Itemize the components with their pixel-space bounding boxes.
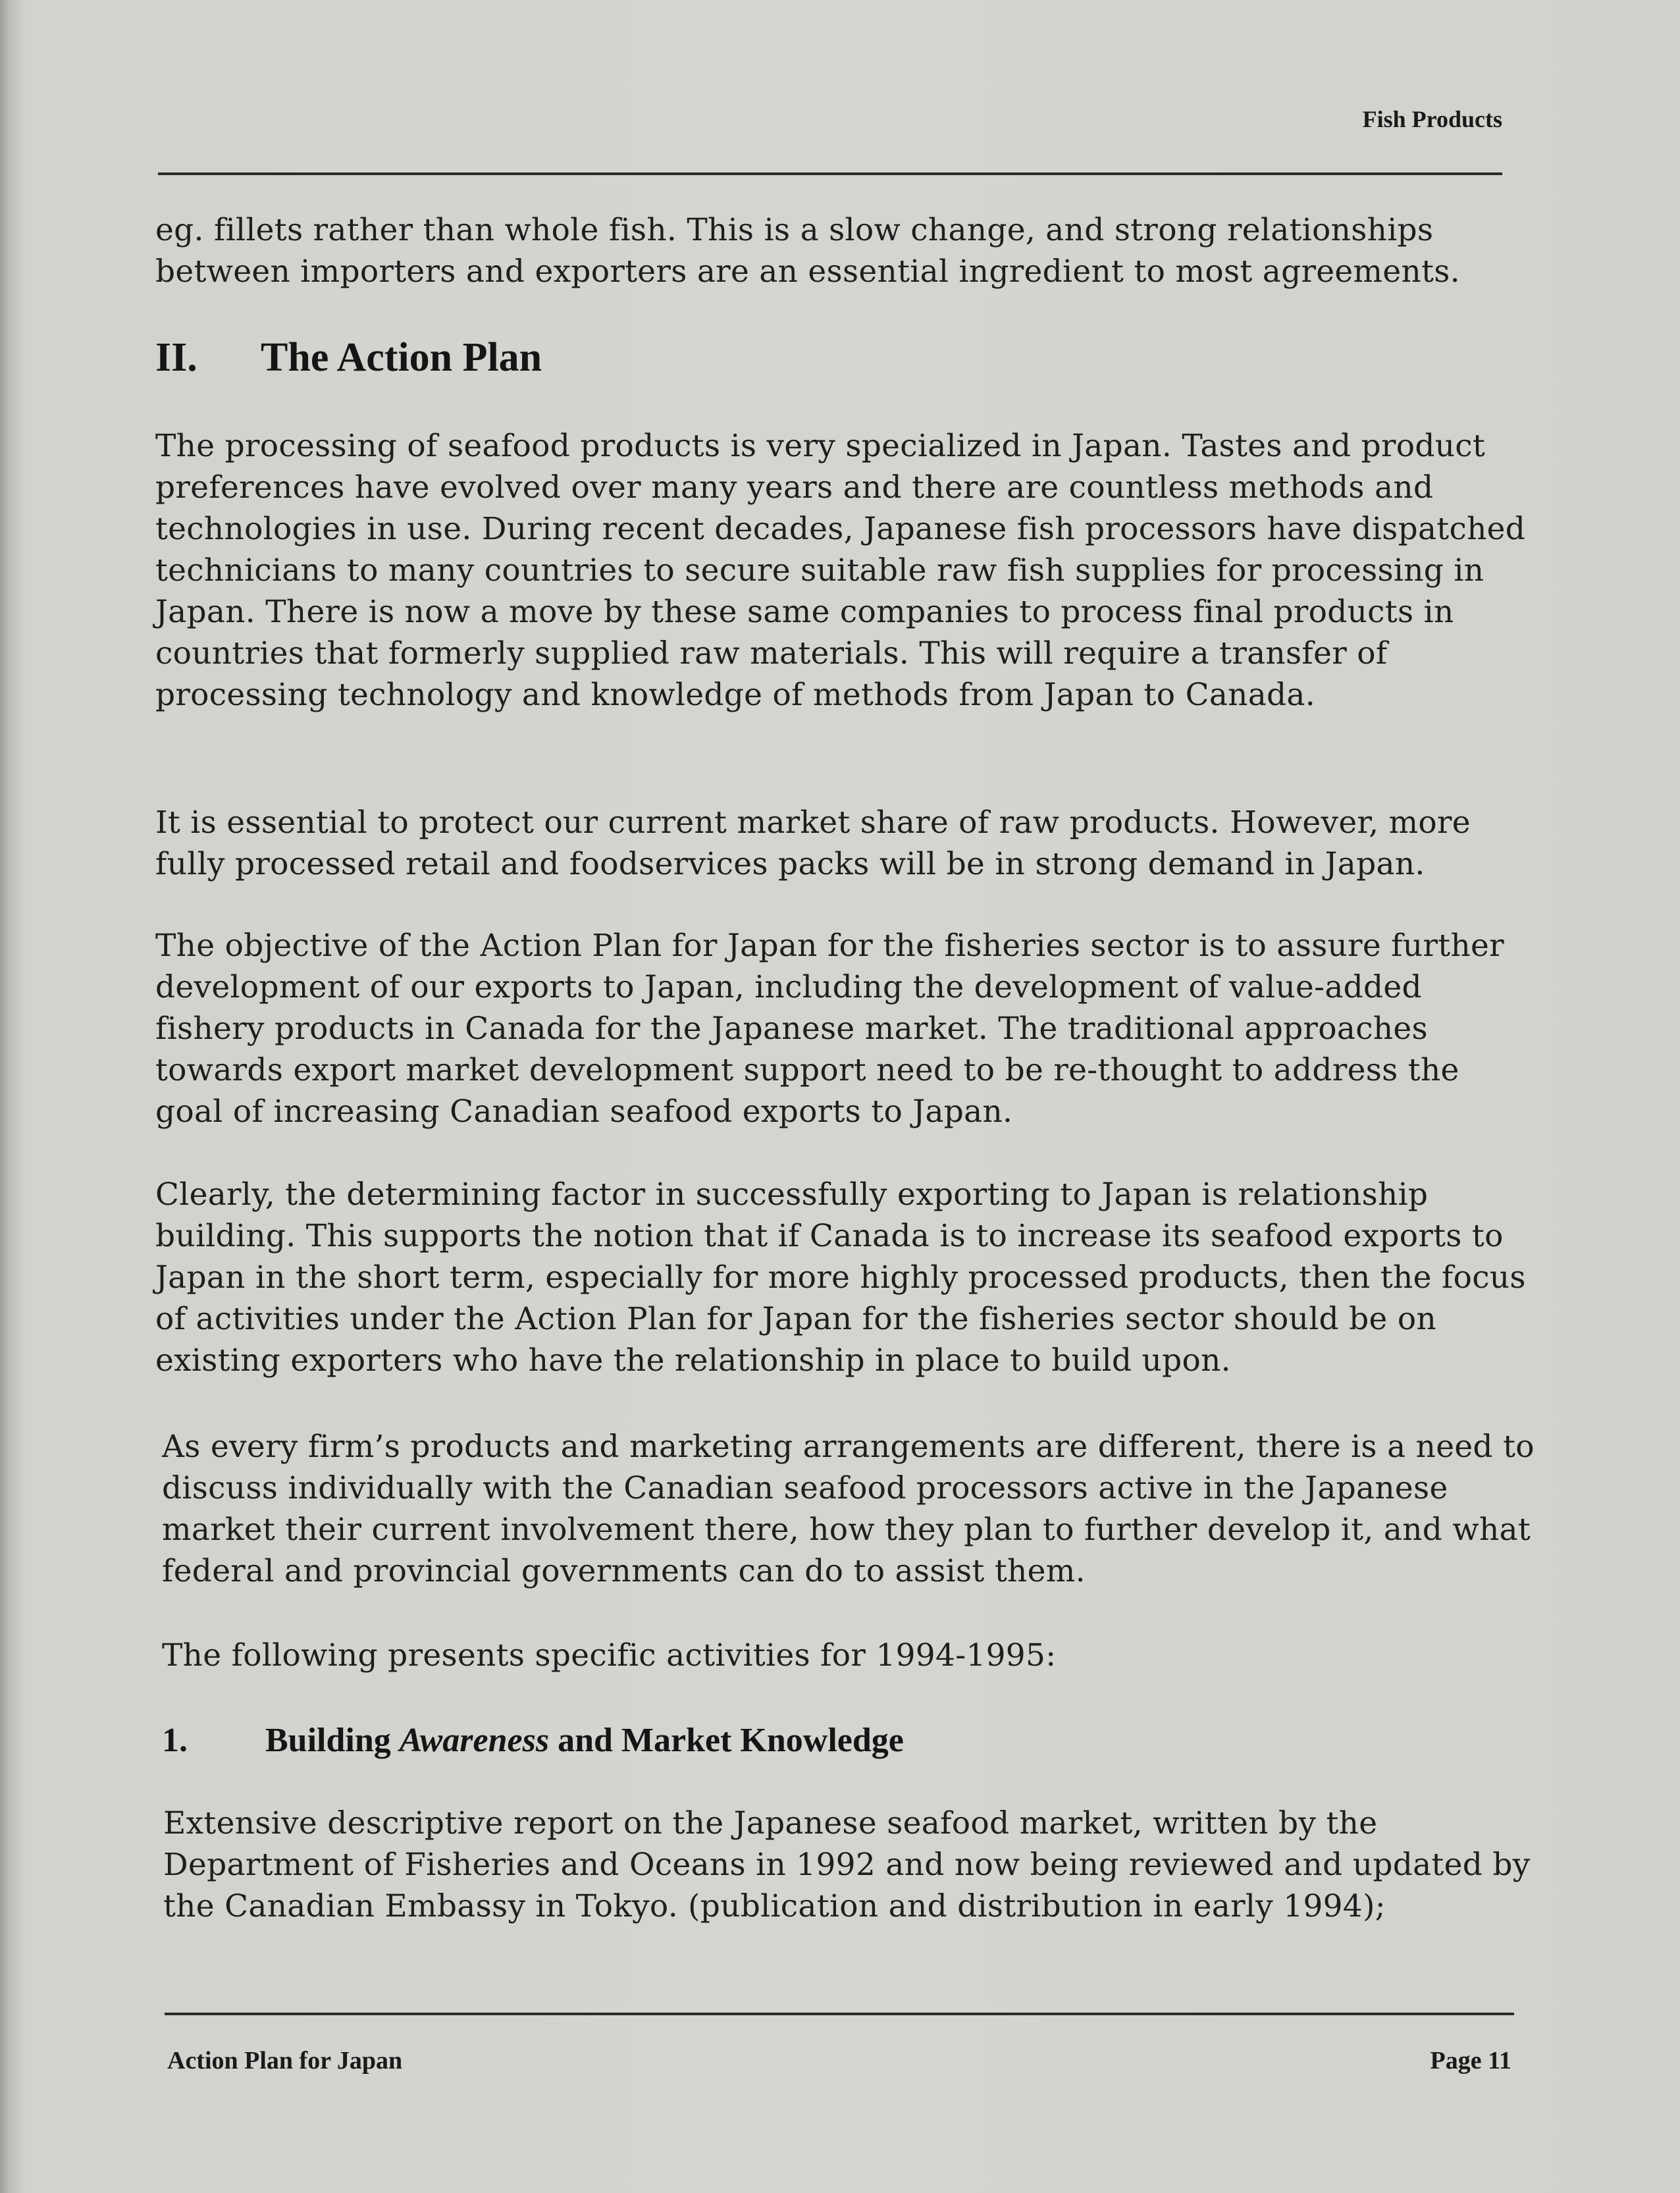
paragraph: Extensive descriptive report on the Japanese seafood market, written by the Department of Fisheries and Oceans in 1992 and now being reviewed and updated by the Canadian Embassy in Tokyo. (publication and distribution in early 1994); xyxy=(163,1805,1531,1924)
paragraph-activities-intro xyxy=(162,1635,1538,1676)
section-heading xyxy=(155,334,542,381)
subsection-title-part2: and Market Knowledge xyxy=(549,1722,904,1759)
running-head: Fish Products xyxy=(1362,106,1502,132)
paragraph-report xyxy=(163,1803,1539,1927)
section-title: The Action Plan xyxy=(261,335,542,380)
subsection-title-part1: Building xyxy=(265,1722,400,1759)
paragraph: It is essential to protect our current market share of raw products. However, more fully processed retail and foodservices packs will be in strong demand in Japan. xyxy=(155,805,1471,882)
subsection-heading xyxy=(162,1721,904,1760)
paragraph: Clearly, the determining factor in successfully exporting to Japan is relationship building. This supports the notion that if Canada is to increase its seafood exports to Japan in the short term, especially for more highly processed products, then the focus of activities under the Action Plan for Japan for the fisheries sector should be on existing exporters who have the relationship in place to build upon. xyxy=(155,1176,1526,1379)
paragraph: The processing of seafood products is very specialized in Japan. Tastes and product preferences have evolved over many years and there are countless methods and technologies in use. During recent decades, Japanese fish processors have dispatched technicians to many countries to secure suitable raw fish supplies for processing in Japan. There is now a move by these same companies to process final products in countries that formerly supplied raw materials. This will require a transfer of processing technology and knowledge of methods from Japan to Canada. xyxy=(155,428,1526,713)
paragraph: eg. fillets rather than whole fish. This is a slow change, and strong relationships between importers and exporters are an essential ingredient to most agreements. xyxy=(155,212,1460,290)
paragraph-relationship xyxy=(155,1174,1531,1381)
footer-title: Action Plan for Japan xyxy=(167,2047,403,2074)
paragraph-market-share xyxy=(155,802,1531,885)
paragraph: The objective of the Action Plan for Japan for the fisheries sector is to assure further development of our exports to Japan, including the development of value-added fishery products in Canada for the Japanese market. The traditional approaches towards export market development support need to be re-thought to address the goal of increasing Canadian seafood exports to Japan. xyxy=(155,928,1504,1130)
subsection-number: 1. xyxy=(162,1722,188,1759)
paragraph-processing xyxy=(155,425,1531,716)
paragraph-objective xyxy=(155,925,1531,1132)
section-number: II. xyxy=(155,335,197,380)
page-number: Page 11 xyxy=(1430,2047,1511,2074)
paragraph: As every firm’s products and marketing arrangements are different, there is a need to discuss individually with the Canadian seafood processors active in the Japanese market their current involvement there, how they plan to further develop it, and what federal and provincial governments can do to assist them. xyxy=(162,1429,1535,1589)
paragraph-continuation xyxy=(155,209,1531,292)
paragraph-firms xyxy=(162,1426,1538,1592)
subsection-title-italic: Awareness xyxy=(399,1722,550,1759)
header-rule xyxy=(158,172,1502,175)
paragraph: The following presents specific activities for 1994-1995: xyxy=(162,1637,1057,1674)
footer-rule xyxy=(165,2013,1514,2015)
